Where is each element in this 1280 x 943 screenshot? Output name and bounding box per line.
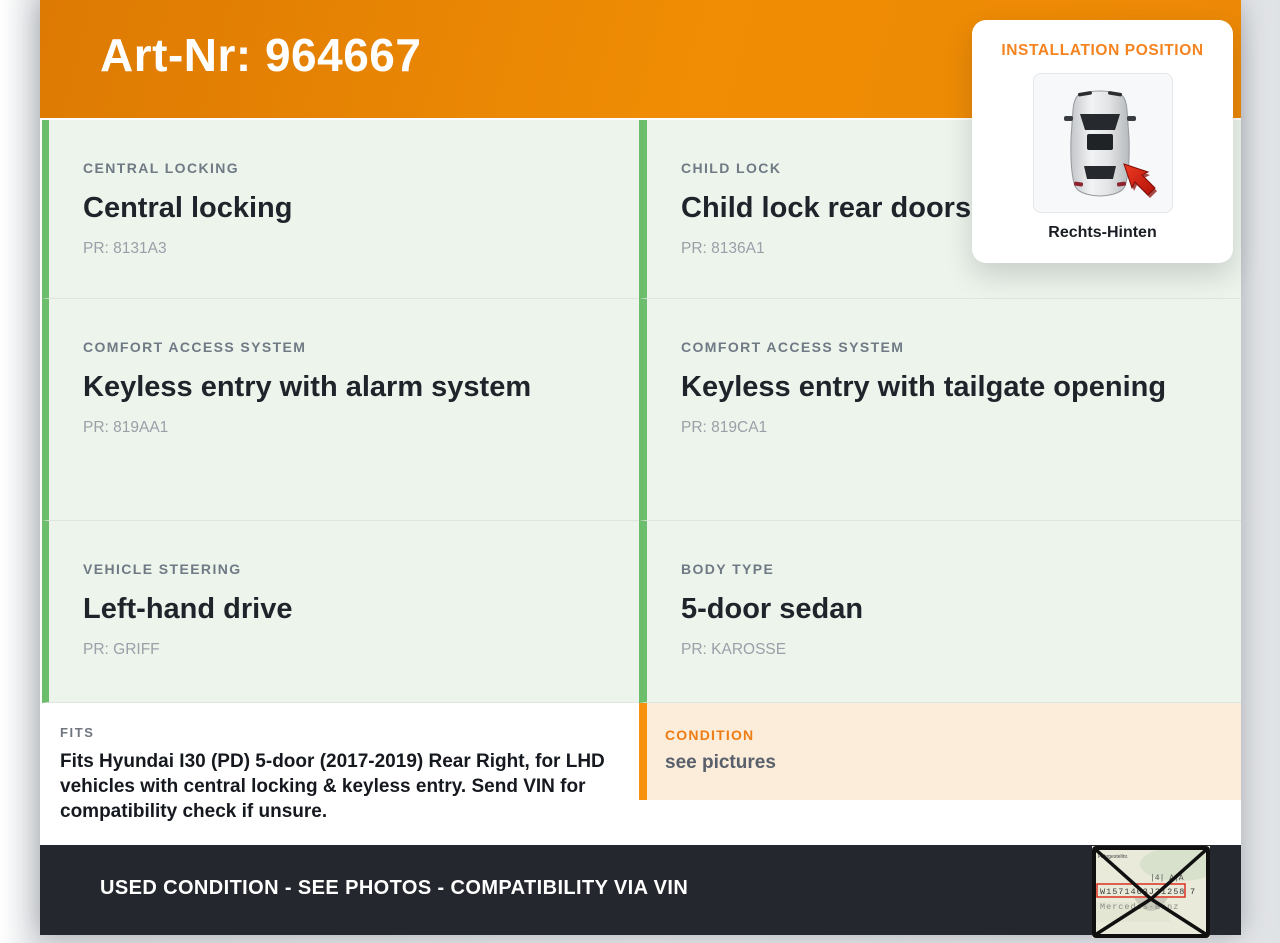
spec-category: CENTRAL LOCKING [83, 160, 240, 176]
footer-text: USED CONDITION - SEE PHOTOS - COMPATIBILITY VIA VIN [100, 877, 689, 899]
red-arrow-icon [1124, 164, 1157, 198]
article-number-title: Art-Nr: 964667 [100, 29, 422, 81]
spec-category: COMFORT ACCESS SYSTEM [681, 339, 905, 355]
listing-page [40, 0, 1241, 935]
envelope-document-icon [1092, 846, 1210, 938]
doc-corner-label: Fahrgestellnr. [1098, 854, 1129, 860]
spec-value: Keyless entry with alarm system [83, 371, 532, 403]
spec-value: 5-door sedan [681, 593, 864, 625]
spec-category: COMFORT ACCESS SYSTEM [83, 339, 307, 355]
spec-value: Central locking [83, 192, 293, 224]
spec-pr-code: PR: 8136A1 [681, 240, 765, 258]
fits-label: FITS [60, 725, 95, 740]
condition-card [639, 703, 1241, 800]
registration-document-thumbnail [1092, 846, 1210, 938]
spec-pr-code: PR: KAROSSE [681, 641, 787, 659]
installation-position-value: Rechts-Hinten [1048, 224, 1157, 241]
spec-value: Keyless entry with tailgate opening [681, 371, 1167, 403]
doc-vin-suffix: 7 [1190, 887, 1196, 897]
spec-category: BODY TYPE [681, 561, 775, 577]
fits-description: Fits Hyundai I30 (PD) 5-door (2017-2019) Rear Right, for LHD vehicles with central locking & keyless entry. Send VIN for compatibility check if unsure. [60, 751, 605, 823]
spec-pr-code: PR: 819AA1 [83, 419, 169, 437]
spec-card-keyless-alarm [42, 299, 639, 521]
installation-position-title: INSTALLATION POSITION [1001, 42, 1204, 59]
fits-card [40, 703, 639, 845]
car-top-view-icon [1034, 74, 1174, 214]
installation-position-image [1033, 73, 1173, 213]
doc-vin: W1571463J31258 [1100, 887, 1186, 897]
spec-card-steering [42, 521, 639, 703]
spec-pr-code: PR: GRIFF [83, 641, 160, 659]
doc-type-code: |4| A|A [1150, 874, 1184, 883]
spec-pr-code: PR: 819CA1 [681, 419, 768, 437]
spec-category: VEHICLE STEERING [83, 561, 242, 577]
spec-card-body-type [639, 521, 1241, 703]
spec-category: CHILD LOCK [681, 160, 782, 176]
condition-value: see pictures [665, 752, 776, 773]
doc-brand: Mercedes-Benz [1100, 902, 1180, 912]
spec-value: Child lock rear doors [681, 192, 972, 224]
spec-pr-code: PR: 8131A3 [83, 240, 167, 258]
condition-label: CONDITION [665, 727, 755, 743]
spec-card-keyless-tailgate [639, 299, 1241, 521]
spec-card-central-locking [42, 120, 639, 299]
installation-position-card [972, 20, 1233, 263]
spec-value: Left-hand drive [83, 593, 293, 625]
footer-banner [40, 845, 1241, 935]
